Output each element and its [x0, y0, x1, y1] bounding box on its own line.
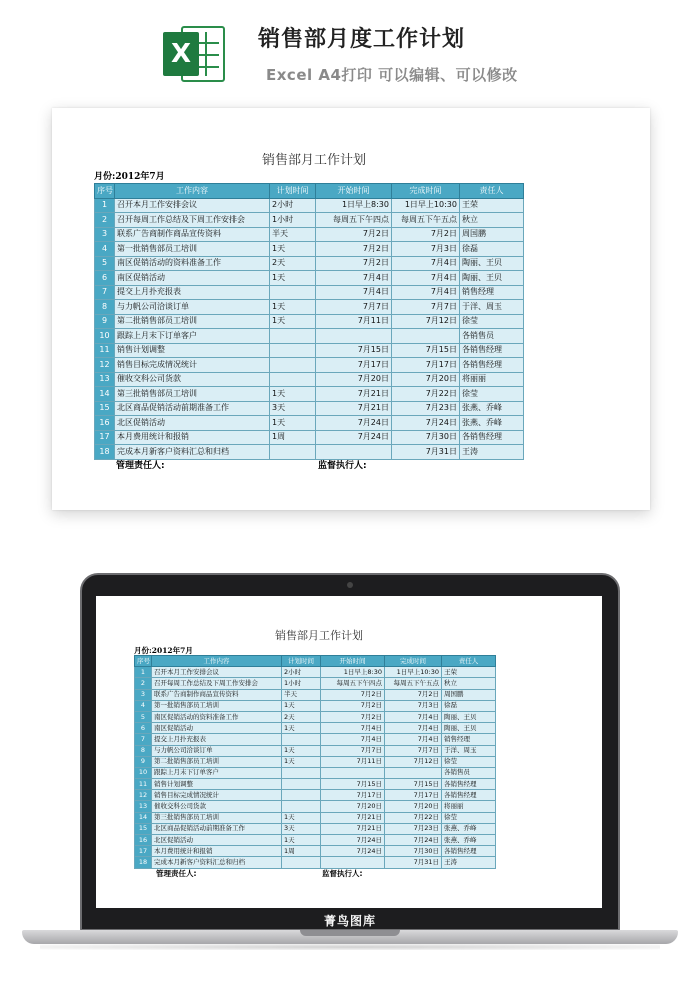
table-cell-plan-time: 1天 — [270, 300, 316, 315]
table-cell-owner: 张燕、乔峰 — [460, 416, 524, 431]
table-row — [135, 801, 496, 812]
table-cell-end-time: 7月31日 — [392, 445, 460, 460]
table-cell-owner: 秋立 — [460, 213, 524, 228]
table-row — [135, 711, 496, 722]
table-cell-end-time: 1日早上10:30 — [385, 667, 442, 678]
table-cell-start-time: 每周五下午四点 — [321, 678, 385, 689]
table-cell-start-time: 7月2日 — [321, 700, 385, 711]
table-row — [135, 823, 496, 834]
table-cell-content: 提交上月扑充报表 — [115, 285, 270, 300]
table-cell-owner: 各销售经理 — [460, 343, 524, 358]
table-cell-index: 14 — [95, 387, 115, 402]
table-row — [135, 689, 496, 700]
table-cell-owner: 徐莹 — [442, 812, 496, 823]
column-header-end-time: 完成时间 — [392, 184, 460, 199]
table-cell-end-time: 7月2日 — [385, 689, 442, 700]
sheet-document-laptop — [134, 626, 496, 879]
table-row — [135, 745, 496, 756]
table-cell-start-time: 7月4日 — [321, 734, 385, 745]
table-cell-owner: 各销售员 — [460, 329, 524, 344]
table-row — [135, 846, 496, 857]
table-cell-content: 与力帆公司洽谈订单 — [152, 745, 282, 756]
table-cell-end-time: 7月17日 — [392, 358, 460, 373]
table-cell-content: 第一批销售部员工培训 — [115, 242, 270, 257]
table-cell-plan-time: 1天 — [282, 756, 321, 767]
table-cell-end-time: 7月12日 — [385, 756, 442, 767]
table-cell-owner: 陶丽、王贝 — [460, 256, 524, 271]
table-cell-start-time: 7月21日 — [321, 812, 385, 823]
table-cell-start-time: 7月2日 — [316, 242, 392, 257]
table-cell-plan-time — [282, 767, 321, 778]
table-cell-end-time: 7月4日 — [392, 285, 460, 300]
watermark: 菁鸟图库 — [323, 914, 376, 928]
table-cell-content: 催收交科公司货款 — [152, 801, 282, 812]
column-header-start-time: 开始时间 — [316, 184, 392, 199]
table-cell-start-time: 7月11日 — [316, 314, 392, 329]
table-cell-end-time: 7月20日 — [385, 801, 442, 812]
table-cell-end-time: 7月4日 — [385, 723, 442, 734]
table-cell-index: 11 — [135, 779, 152, 790]
column-header-start-time: 开始时间 — [321, 656, 385, 667]
table-row — [135, 756, 496, 767]
table-cell-owner: 陶丽、王贝 — [442, 723, 496, 734]
table-cell-owner: 张燕、乔峰 — [442, 835, 496, 846]
table-cell-index: 4 — [95, 242, 115, 257]
manager-sign-label: 管理责任人: — [156, 868, 197, 878]
table-cell-index: 4 — [135, 700, 152, 711]
plan-table — [134, 655, 496, 869]
signature-row — [134, 869, 496, 879]
table-cell-content: 完成本月新客户资料汇总和归档 — [152, 857, 282, 868]
table-cell-content: 第三批销售部员工培训 — [152, 812, 282, 823]
table-cell-plan-time — [282, 734, 321, 745]
table-cell-end-time: 每周五下午五点 — [392, 213, 460, 228]
table-row — [95, 372, 524, 387]
table-row — [95, 213, 524, 228]
table-cell-index: 13 — [135, 801, 152, 812]
table-cell-owner: 王涛 — [460, 445, 524, 460]
table-row — [135, 812, 496, 823]
table-cell-owner: 王涛 — [442, 857, 496, 868]
table-cell-start-time: 7月15日 — [316, 343, 392, 358]
table-cell-owner: 各销售员 — [442, 767, 496, 778]
table-cell-start-time: 7月24日 — [316, 416, 392, 431]
table-cell-index: 16 — [95, 416, 115, 431]
table-cell-index: 8 — [95, 300, 115, 315]
table-row — [135, 734, 496, 745]
table-cell-owner: 徐莹 — [442, 756, 496, 767]
table-cell-start-time: 7月21日 — [321, 823, 385, 834]
excel-icon — [163, 22, 227, 86]
table-cell-owner: 徐磊 — [460, 242, 524, 257]
table-cell-owner: 陶丽、王贝 — [442, 711, 496, 722]
table-cell-index: 10 — [135, 767, 152, 778]
table-cell-plan-time: 2天 — [282, 711, 321, 722]
table-cell-content: 召开本月工作安排会议 — [115, 198, 270, 213]
table-cell-owner: 张燕、乔峰 — [460, 401, 524, 416]
table-cell-content: 完成本月新客户资料汇总和归档 — [115, 445, 270, 460]
table-cell-index: 9 — [95, 314, 115, 329]
column-header-end-time: 完成时间 — [385, 656, 442, 667]
page-subtitle: Excel A4打印 可以编辑、可以修改 — [266, 66, 518, 84]
table-cell-start-time: 7月24日 — [321, 846, 385, 857]
table-row — [95, 416, 524, 431]
table-cell-content: 南区促销活动的资料准备工作 — [152, 711, 282, 722]
table-cell-start-time: 7月7日 — [316, 300, 392, 315]
table-cell-index: 17 — [135, 846, 152, 857]
table-cell-end-time: 7月15日 — [392, 343, 460, 358]
table-row — [95, 329, 524, 344]
table-cell-start-time: 7月21日 — [316, 387, 392, 402]
table-cell-end-time: 7月23日 — [392, 401, 460, 416]
table-cell-plan-time — [282, 857, 321, 868]
table-cell-start-time: 7月24日 — [321, 835, 385, 846]
table-cell-plan-time: 1天 — [282, 723, 321, 734]
table-cell-index: 6 — [135, 723, 152, 734]
table-cell-plan-time: 1小时 — [270, 213, 316, 228]
table-row — [95, 198, 524, 213]
table-cell-content: 销售目标完成情况统计 — [152, 790, 282, 801]
table-cell-start-time: 1日早上8:30 — [321, 667, 385, 678]
table-cell-start-time: 7月21日 — [316, 401, 392, 416]
table-cell-content: 销售计划调整 — [115, 343, 270, 358]
table-cell-index: 18 — [95, 445, 115, 460]
table-cell-plan-time: 3天 — [282, 823, 321, 834]
table-row — [95, 242, 524, 257]
table-cell-content: 销售目标完成情况统计 — [115, 358, 270, 373]
table-row — [135, 790, 496, 801]
table-cell-index: 2 — [135, 678, 152, 689]
table-row — [135, 835, 496, 846]
table-cell-end-time: 7月22日 — [392, 387, 460, 402]
table-cell-end-time: 7月17日 — [385, 790, 442, 801]
table-cell-owner: 将丽丽 — [460, 372, 524, 387]
table-row — [95, 285, 524, 300]
table-cell-start-time: 7月24日 — [316, 430, 392, 445]
table-cell-index: 13 — [95, 372, 115, 387]
table-row — [135, 678, 496, 689]
table-cell-start-time: 7月17日 — [316, 358, 392, 373]
table-cell-end-time: 7月4日 — [385, 734, 442, 745]
table-cell-plan-time: 1天 — [282, 812, 321, 823]
table-cell-end-time: 7月2日 — [392, 227, 460, 242]
table-cell-start-time: 7月11日 — [321, 756, 385, 767]
table-row — [95, 300, 524, 315]
table-body — [135, 667, 496, 868]
table-cell-content: 召开每周工作总结及下周工作安排会 — [152, 678, 282, 689]
signature-row — [94, 460, 524, 472]
supervisor-sign-label: 监督执行人: — [322, 868, 363, 878]
table-row — [135, 667, 496, 678]
table-cell-end-time: 7月30日 — [392, 430, 460, 445]
table-cell-plan-time — [282, 801, 321, 812]
table-cell-plan-time — [270, 372, 316, 387]
table-cell-owner: 销售经理 — [442, 734, 496, 745]
table-cell-index: 15 — [135, 823, 152, 834]
table-cell-end-time: 7月7日 — [385, 745, 442, 756]
table-cell-owner: 徐莹 — [460, 387, 524, 402]
table-cell-end-time: 7月30日 — [385, 846, 442, 857]
table-cell-start-time — [321, 767, 385, 778]
table-cell-start-time — [321, 857, 385, 868]
table-cell-plan-time: 半天 — [270, 227, 316, 242]
table-cell-end-time: 7月4日 — [392, 256, 460, 271]
table-header-row — [135, 656, 496, 667]
table-cell-owner: 于洋、周玉 — [460, 300, 524, 315]
table-cell-index: 8 — [135, 745, 152, 756]
table-cell-end-time: 7月3日 — [385, 700, 442, 711]
table-cell-content: 提交上月扑充报表 — [152, 734, 282, 745]
column-header-index: 序号 — [95, 184, 115, 199]
table-cell-owner: 陶丽、王贝 — [460, 271, 524, 286]
table-cell-index: 10 — [95, 329, 115, 344]
table-row — [135, 857, 496, 868]
table-cell-plan-time: 1天 — [270, 416, 316, 431]
table-cell-plan-time: 1天 — [270, 387, 316, 402]
table-cell-start-time: 7月2日 — [321, 689, 385, 700]
table-cell-owner: 各销售经理 — [442, 846, 496, 857]
table-cell-index: 16 — [135, 835, 152, 846]
table-header-row — [95, 184, 524, 199]
table-cell-plan-time — [282, 779, 321, 790]
table-row — [95, 343, 524, 358]
table-cell-end-time — [392, 329, 460, 344]
table-cell-end-time: 1日早上10:30 — [392, 198, 460, 213]
table-cell-content: 联系广告商制作商品宣传资料 — [115, 227, 270, 242]
table-cell-owner: 周国鹏 — [442, 689, 496, 700]
table-cell-content: 第二批销售部员工培训 — [115, 314, 270, 329]
table-cell-content: 南区促销活动 — [152, 723, 282, 734]
table-cell-content: 联系广告商制作商品宣传资料 — [152, 689, 282, 700]
table-cell-end-time: 7月31日 — [385, 857, 442, 868]
table-cell-content: 第二批销售部员工培训 — [152, 756, 282, 767]
table-cell-index: 12 — [95, 358, 115, 373]
table-row — [135, 723, 496, 734]
table-cell-plan-time: 2小时 — [270, 198, 316, 213]
table-cell-end-time: 7月22日 — [385, 812, 442, 823]
table-cell-index: 18 — [135, 857, 152, 868]
column-header-plan-time: 计划时间 — [282, 656, 321, 667]
table-cell-end-time: 7月3日 — [392, 242, 460, 257]
table-cell-index: 7 — [95, 285, 115, 300]
table-cell-end-time: 7月4日 — [385, 711, 442, 722]
camera-icon — [347, 582, 353, 588]
table-cell-end-time: 7月15日 — [385, 779, 442, 790]
plan-table — [94, 183, 524, 460]
document-title: 销售部月工作计划 — [275, 629, 363, 642]
table-cell-content: 催收交科公司货款 — [115, 372, 270, 387]
table-cell-end-time: 7月12日 — [392, 314, 460, 329]
table-cell-end-time — [385, 767, 442, 778]
table-cell-start-time: 7月2日 — [321, 711, 385, 722]
table-cell-plan-time — [270, 445, 316, 460]
table-cell-start-time: 7月2日 — [316, 227, 392, 242]
table-cell-start-time: 7月15日 — [321, 779, 385, 790]
table-cell-index: 9 — [135, 756, 152, 767]
month-label: 月份:2012年7月 — [94, 172, 165, 182]
column-header-content: 工作内容 — [152, 656, 282, 667]
table-cell-end-time: 7月4日 — [392, 271, 460, 286]
table-cell-content: 北区商品促销活动前期准备工作 — [115, 401, 270, 416]
table-cell-content: 召开每周工作总结及下周工作安排会 — [115, 213, 270, 228]
table-cell-content: 召开本月工作安排会议 — [152, 667, 282, 678]
column-header-index: 序号 — [135, 656, 152, 667]
column-header-owner: 责任人 — [442, 656, 496, 667]
table-cell-index: 3 — [95, 227, 115, 242]
column-header-content: 工作内容 — [115, 184, 270, 199]
table-cell-start-time — [316, 445, 392, 460]
table-row — [95, 401, 524, 416]
table-cell-owner: 各销售经理 — [460, 358, 524, 373]
table-cell-content: 北区促销活动 — [152, 835, 282, 846]
excel-badge: X — [163, 32, 199, 76]
supervisor-sign-label: 监督执行人: — [318, 460, 367, 471]
table-row — [95, 227, 524, 242]
table-cell-content: 南区促销活动 — [115, 271, 270, 286]
table-cell-plan-time: 3天 — [270, 401, 316, 416]
table-cell-index: 1 — [135, 667, 152, 678]
table-cell-plan-time: 1周 — [282, 846, 321, 857]
page-header — [0, 0, 700, 100]
table-cell-start-time: 7月7日 — [321, 745, 385, 756]
table-row — [95, 387, 524, 402]
table-cell-content: 第三批销售部员工培训 — [115, 387, 270, 402]
table-cell-content: 第一批销售部员工培训 — [152, 700, 282, 711]
table-row — [135, 779, 496, 790]
table-row — [95, 430, 524, 445]
table-cell-plan-time: 2小时 — [282, 667, 321, 678]
table-cell-owner: 王荣 — [460, 198, 524, 213]
table-cell-owner: 各销售经理 — [442, 779, 496, 790]
table-cell-plan-time: 1天 — [270, 314, 316, 329]
table-cell-index: 14 — [135, 812, 152, 823]
table-cell-end-time: 7月24日 — [385, 835, 442, 846]
laptop-shadow — [40, 944, 660, 950]
table-cell-plan-time: 半天 — [282, 689, 321, 700]
table-cell-start-time: 7月2日 — [316, 256, 392, 271]
table-cell-owner: 徐磊 — [442, 700, 496, 711]
table-cell-owner: 徐莹 — [460, 314, 524, 329]
table-cell-owner: 各销售经理 — [460, 430, 524, 445]
table-cell-start-time: 每周五下午四点 — [316, 213, 392, 228]
table-cell-owner: 销售经理 — [460, 285, 524, 300]
table-cell-content: 北区促销活动 — [115, 416, 270, 431]
table-cell-content: 本月费用统计和报销 — [152, 846, 282, 857]
column-header-owner: 责任人 — [460, 184, 524, 199]
table-cell-plan-time: 1天 — [282, 745, 321, 756]
table-cell-content: 跟踪上月末下订单客户 — [115, 329, 270, 344]
table-cell-plan-time — [270, 358, 316, 373]
table-cell-plan-time — [270, 329, 316, 344]
table-cell-index: 5 — [95, 256, 115, 271]
table-cell-start-time: 7月20日 — [321, 801, 385, 812]
table-cell-plan-time: 1天 — [282, 835, 321, 846]
table-cell-end-time: 7月20日 — [392, 372, 460, 387]
laptop-notch — [300, 930, 400, 936]
table-cell-end-time: 7月7日 — [392, 300, 460, 315]
manager-sign-label: 管理责任人: — [116, 460, 165, 471]
table-cell-index: 2 — [95, 213, 115, 228]
table-cell-start-time: 1日早上8:30 — [316, 198, 392, 213]
table-cell-index: 3 — [135, 689, 152, 700]
table-row — [95, 358, 524, 373]
table-cell-plan-time: 1天 — [282, 700, 321, 711]
table-body — [95, 198, 524, 459]
table-row — [95, 314, 524, 329]
table-cell-owner: 张燕、乔峰 — [442, 823, 496, 834]
table-cell-plan-time — [282, 790, 321, 801]
table-cell-owner: 秋立 — [442, 678, 496, 689]
table-cell-start-time: 7月4日 — [321, 723, 385, 734]
table-cell-owner: 于洋、周玉 — [442, 745, 496, 756]
table-cell-content: 北区商品促销活动前期准备工作 — [152, 823, 282, 834]
table-row — [95, 445, 524, 460]
table-cell-owner: 将丽丽 — [442, 801, 496, 812]
table-cell-plan-time: 2天 — [270, 256, 316, 271]
table-cell-content: 与力帆公司洽谈订单 — [115, 300, 270, 315]
table-cell-index: 17 — [95, 430, 115, 445]
table-cell-plan-time — [270, 343, 316, 358]
table-cell-start-time: 7月17日 — [321, 790, 385, 801]
table-cell-plan-time: 1小时 — [282, 678, 321, 689]
table-row — [135, 767, 496, 778]
table-cell-end-time: 每周五下午五点 — [385, 678, 442, 689]
table-cell-index: 11 — [95, 343, 115, 358]
table-row — [135, 700, 496, 711]
table-cell-content: 销售计划调整 — [152, 779, 282, 790]
table-cell-end-time: 7月24日 — [392, 416, 460, 431]
table-cell-plan-time — [270, 285, 316, 300]
table-cell-owner: 王荣 — [442, 667, 496, 678]
month-label: 月份:2012年7月 — [134, 646, 193, 655]
table-cell-index: 12 — [135, 790, 152, 801]
table-cell-index: 1 — [95, 198, 115, 213]
table-cell-index: 5 — [135, 711, 152, 722]
table-cell-index: 15 — [95, 401, 115, 416]
table-cell-owner: 周国鹏 — [460, 227, 524, 242]
table-cell-start-time: 7月4日 — [316, 285, 392, 300]
table-row — [95, 256, 524, 271]
table-cell-start-time: 7月20日 — [316, 372, 392, 387]
document-title: 销售部月工作计划 — [261, 153, 366, 168]
table-cell-plan-time: 1周 — [270, 430, 316, 445]
table-cell-index: 6 — [95, 271, 115, 286]
sheet-document-paper — [94, 150, 524, 472]
table-cell-content: 跟踪上月末下订单客户 — [152, 767, 282, 778]
table-cell-content: 本月费用统计和报销 — [115, 430, 270, 445]
table-cell-start-time — [316, 329, 392, 344]
table-cell-content: 南区促销活动的资料准备工作 — [115, 256, 270, 271]
page-title: 销售部月度工作计划 — [258, 27, 466, 52]
table-row — [95, 271, 524, 286]
table-cell-start-time: 7月4日 — [316, 271, 392, 286]
table-cell-plan-time: 1天 — [270, 271, 316, 286]
table-cell-index: 7 — [135, 734, 152, 745]
table-cell-plan-time: 1天 — [270, 242, 316, 257]
column-header-plan-time: 计划时间 — [270, 184, 316, 199]
table-cell-owner: 各销售经理 — [442, 790, 496, 801]
table-cell-end-time: 7月23日 — [385, 823, 442, 834]
